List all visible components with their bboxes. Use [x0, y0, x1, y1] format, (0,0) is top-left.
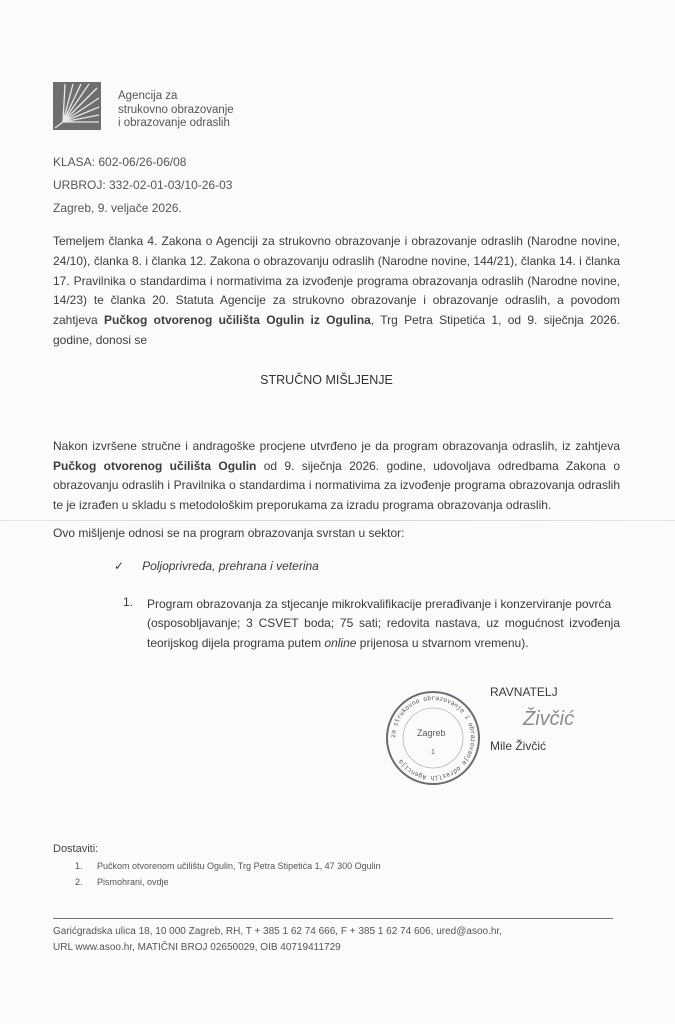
opinion-text: od 9. siječnja 2026. godine, udovoljava odredbama Zakona o obrazovanju odraslih i Pravilnika o standardima i normativima za izvođenje programa obrazovanja odraslih te je izrađen u skladu s metodološkim preporukama za izradu programa obrazovanja odraslih.: [53, 458, 620, 513]
delivery-item: [75, 858, 620, 874]
svg-text:za strukovno obrazovanje i obr: za strukovno obrazovanje i obrazovanje odraslih Agencija: [388, 694, 478, 783]
sector-item: [114, 559, 620, 573]
details-text: prijenosa u stvarnom vremenu).: [356, 635, 529, 650]
item-text: Pučkom otvorenom učilištu Ogulin, Trg Petra Stipetića 1, 47 300 Ogulin: [97, 861, 381, 872]
footer-contact: Garićgradska ulica 18, 10 000 Zagreb, RH, T + 385 1 62 74 666, F + 385 1 62 74 606, ured@asoo.hr,: [53, 926, 502, 938]
agency-name: [118, 90, 234, 131]
date: Zagreb, 9. veljače 2026.: [53, 201, 182, 215]
opinion-text: Nakon izvršene stručne i andragoške procjene utvrđeno je da program obrazovanja odraslih, iz zahtjeva: [53, 438, 620, 453]
svg-text:Zagreb: Zagreb: [417, 728, 446, 739]
signatory-name: Mile Živčić: [490, 739, 546, 754]
delivery-label: Dostaviti:: [53, 843, 99, 856]
org-line: Agencija za: [118, 90, 178, 102]
details-italic: online: [324, 635, 357, 650]
org-line: i obrazovanje odraslih: [118, 117, 230, 129]
delivery-item: [75, 874, 620, 890]
klasa: KLASA: 602-06/26-06/08: [53, 155, 187, 169]
program-details: [147, 614, 620, 653]
signatory-role: RAVNATELJ: [490, 685, 558, 700]
urbroj: URBROJ: 332-02-01-03/10-26-03: [53, 178, 233, 192]
applicant-name: Pučkog otvorenog učilišta Ogulin: [53, 458, 257, 473]
delivery-list: [75, 858, 620, 890]
item-number: 1.: [75, 861, 83, 872]
check-icon: ✓: [114, 558, 125, 573]
official-stamp: [383, 688, 483, 788]
intro-paragraph: [53, 232, 620, 351]
letterhead: [53, 82, 620, 144]
item-text: Pismohrani, ovdje: [97, 877, 169, 888]
footer-ids: URL www.asoo.hr, MATIČNI BROJ 02650029, OIB 40719411729: [53, 942, 341, 954]
document-meta: [53, 151, 620, 220]
item-number: 2.: [75, 877, 83, 888]
handwritten-signature: Živčić: [523, 708, 575, 731]
svg-text:1: 1: [431, 749, 435, 757]
intro-text: , Trg Petra Stipetića 1, od 9. siječnja 2026. godine, donosi se: [53, 313, 620, 347]
program-number: 1.: [123, 594, 134, 609]
footer-divider: [53, 918, 613, 919]
opinion-paragraph: [53, 437, 620, 516]
sector-intro: Ovo mišljenje odnosi se na program obrazovanja svrstan u sektor:: [53, 525, 405, 540]
applicant-name: Pučkog otvorenog učilišta Ogulin iz Ogulina: [104, 313, 371, 328]
document-title: STRUČNO MIŠLJENJE: [260, 372, 393, 387]
signature-block: [53, 673, 620, 803]
org-line: strukovno obrazovanje: [118, 103, 234, 116]
intro-text: Temeljem članka 4. Zakona o Agenciji za strukovno obrazovanje i obrazovanje odraslih (Narodne novine, 24/10), članka 8. i članka 12. Zakona o obrazovanju odraslih (Narodne novine, 144/21), članka 14. i članka 17. Pravilnika o standardima i normativima za izvođenje programa obrazovanja odraslih (Narodne novine, 14/23) te članka 20. Statuta Agencije za strukovno obrazovanje i obrazovanje odraslih, a povodom zahtjeva: [53, 234, 620, 328]
program-title: Program obrazovanja za stjecanje mikrokvalifikacije prerađivanje i konzerviranje povrća: [147, 596, 612, 611]
agency-logo: [53, 82, 101, 130]
footer: [53, 924, 620, 956]
program-item: [123, 595, 620, 654]
details-text: (osposobljavanje; 3 CSVET boda; 75 sati; redovita nastava, uz mogućnost izvođenja teorijskog dijela programa putem: [147, 616, 620, 650]
sector-name: Poljoprivreda, prehrana i veterina: [142, 558, 319, 573]
